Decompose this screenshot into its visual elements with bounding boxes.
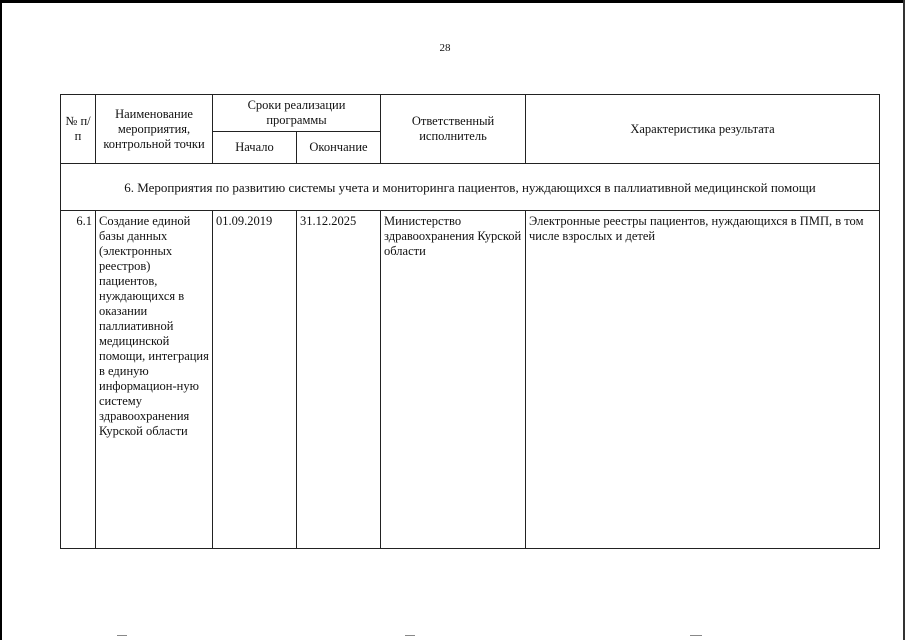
section-row bbox=[61, 164, 880, 211]
scan-border-left bbox=[0, 0, 2, 640]
header-end: Окончание bbox=[297, 132, 381, 164]
cell-name: Создание единой базы данных (электронных реестров) пациентов, нуждающихся в оказании паллиативной медицинской помощи, интеграция в единую информацион-ную систему здравоохранения Курской области bbox=[96, 211, 213, 549]
table-header-row bbox=[61, 95, 880, 132]
cell-start: 01.09.2019 bbox=[213, 211, 297, 549]
scan-artifact bbox=[405, 635, 415, 636]
header-num: № п/п bbox=[61, 95, 96, 164]
cell-responsible: Министерство здравоохранения Курской области bbox=[381, 211, 526, 549]
cell-result: Электронные реестры пациентов, нуждающихся в ПМП, в том числе взрослых и детей bbox=[526, 211, 880, 549]
section-title: 6. Мероприятия по развитию системы учета и мониторинга пациентов, нуждающихся в паллиативной медицинской помощи bbox=[61, 164, 880, 211]
scan-artifact bbox=[117, 635, 127, 636]
header-result: Характеристика результата bbox=[526, 95, 880, 164]
header-name: Наименование мероприятия, контрольной точки bbox=[96, 95, 213, 164]
header-responsible: Ответственный исполнитель bbox=[381, 95, 526, 164]
header-start: Начало bbox=[213, 132, 297, 164]
cell-num: 6.1 bbox=[61, 211, 96, 549]
cell-end: 31.12.2025 bbox=[297, 211, 381, 549]
page-number: 28 bbox=[439, 42, 451, 54]
scan-artifact bbox=[690, 635, 702, 636]
header-terms: Сроки реализации программы bbox=[213, 95, 381, 132]
program-table bbox=[60, 94, 880, 549]
scan-border-top bbox=[0, 0, 905, 3]
table-row bbox=[61, 211, 880, 549]
